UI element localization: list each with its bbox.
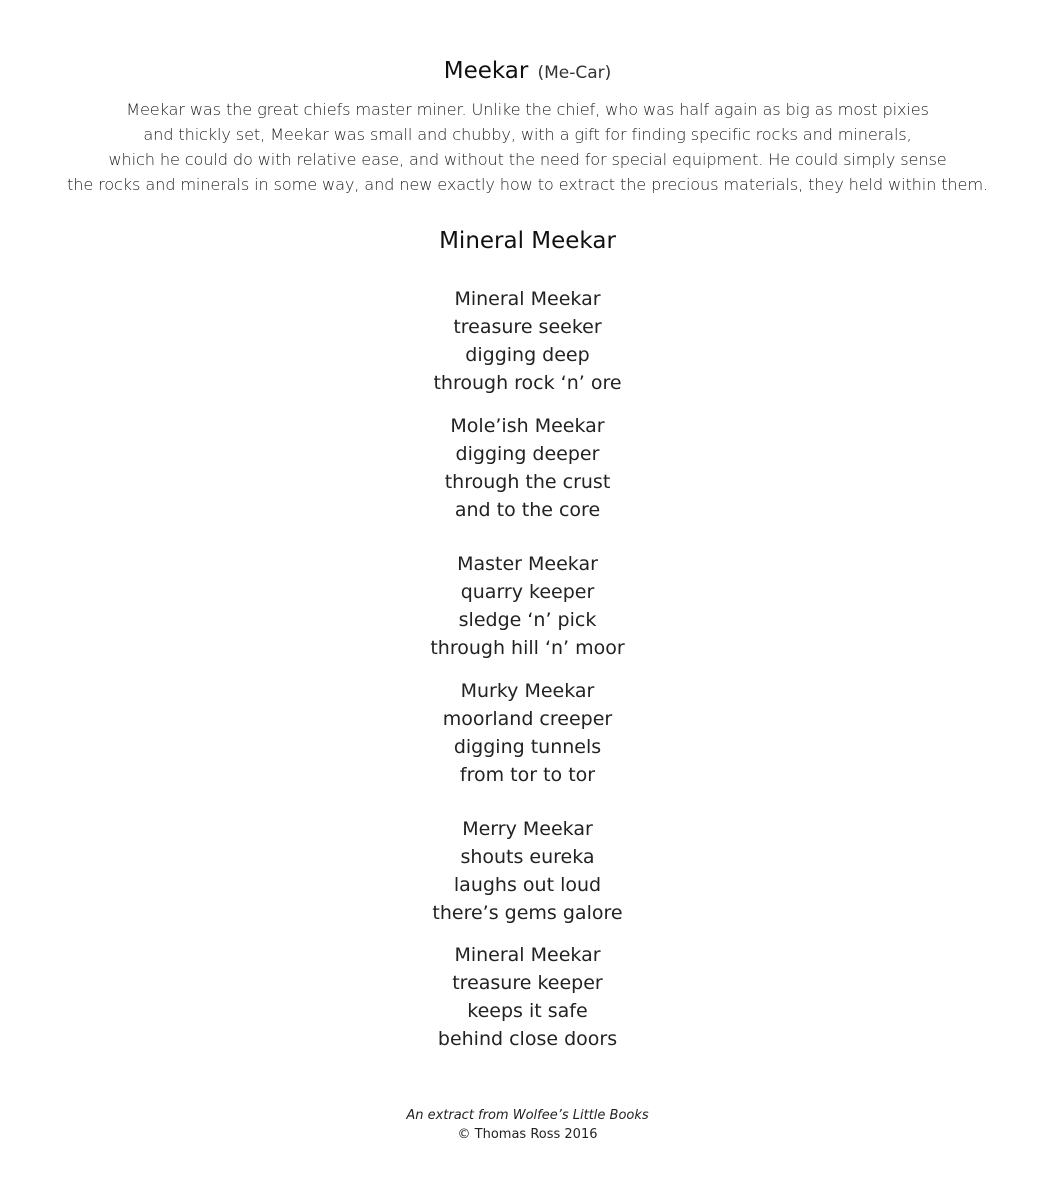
poem-line: through the crust	[444, 471, 611, 493]
poem-line: digging tunnels	[453, 736, 602, 758]
poem-stanza-3	[0, 550, 1055, 662]
poem-line: digging deep	[465, 344, 590, 366]
poem-stanza-2	[0, 412, 1055, 524]
poem-stanza-6	[0, 941, 1055, 1053]
poem-stanza-1	[0, 285, 1055, 397]
poem-line: Mineral Meekar	[454, 944, 601, 966]
poem-line: through hill ‘n’ moor	[430, 637, 625, 659]
poem-line: moorland creeper	[442, 708, 613, 730]
page-title	[0, 56, 1055, 88]
intro-line: which he could do with relative ease, and without the need for special equipment. He could simply sense	[108, 150, 947, 169]
copyright-notice: © Thomas Ross 2016	[457, 1127, 598, 1142]
intro-line: the rocks and minerals in some way, and new exactly how to extract the precious materials, they held within them.	[67, 175, 988, 194]
footer-credit	[0, 1106, 1055, 1144]
poem-line: through rock ‘n’ ore	[433, 372, 622, 394]
poem-line: quarry keeper	[460, 581, 595, 603]
poem-line: Mole’ish Meekar	[450, 415, 605, 437]
poem-line: from tor to tor	[459, 764, 596, 786]
intro-line: Meekar was the great chiefs master miner. Unlike the chief, who was half again as big as most pixies	[126, 100, 929, 119]
poem-line: treasure seeker	[453, 316, 602, 338]
poem-line: Murky Meekar	[460, 680, 595, 702]
poem-line: Merry Meekar	[462, 818, 593, 840]
poem-line: there’s gems galore	[432, 902, 623, 924]
poem-line: treasure keeper	[452, 972, 603, 994]
poem-line: Mineral Meekar	[454, 288, 601, 310]
poem-line: Master Meekar	[457, 553, 598, 575]
intro-paragraph	[0, 97, 1055, 197]
poem-line: sledge ‘n’ pick	[458, 609, 597, 631]
poem-stanza-4	[0, 677, 1055, 789]
poem-line: keeps it safe	[467, 1000, 588, 1022]
poem-stanza-5	[0, 815, 1055, 927]
poem-title: Mineral Meekar	[439, 228, 616, 254]
poem-line: laughs out loud	[453, 874, 602, 896]
extract-note: An extract from Wolfee’s Little Books	[406, 1108, 649, 1123]
poem-line: behind close doors	[437, 1028, 618, 1050]
poem-line: and to the core	[454, 499, 601, 521]
poem-line: digging deeper	[455, 443, 600, 465]
character-name: Meekar	[443, 58, 529, 84]
poem-line: shouts eureka	[460, 846, 595, 868]
pronunciation: (Me-Car)	[537, 63, 612, 83]
intro-line: and thickly set, Meekar was small and chubby, with a gift for finding specific rocks and minerals,	[143, 125, 912, 144]
